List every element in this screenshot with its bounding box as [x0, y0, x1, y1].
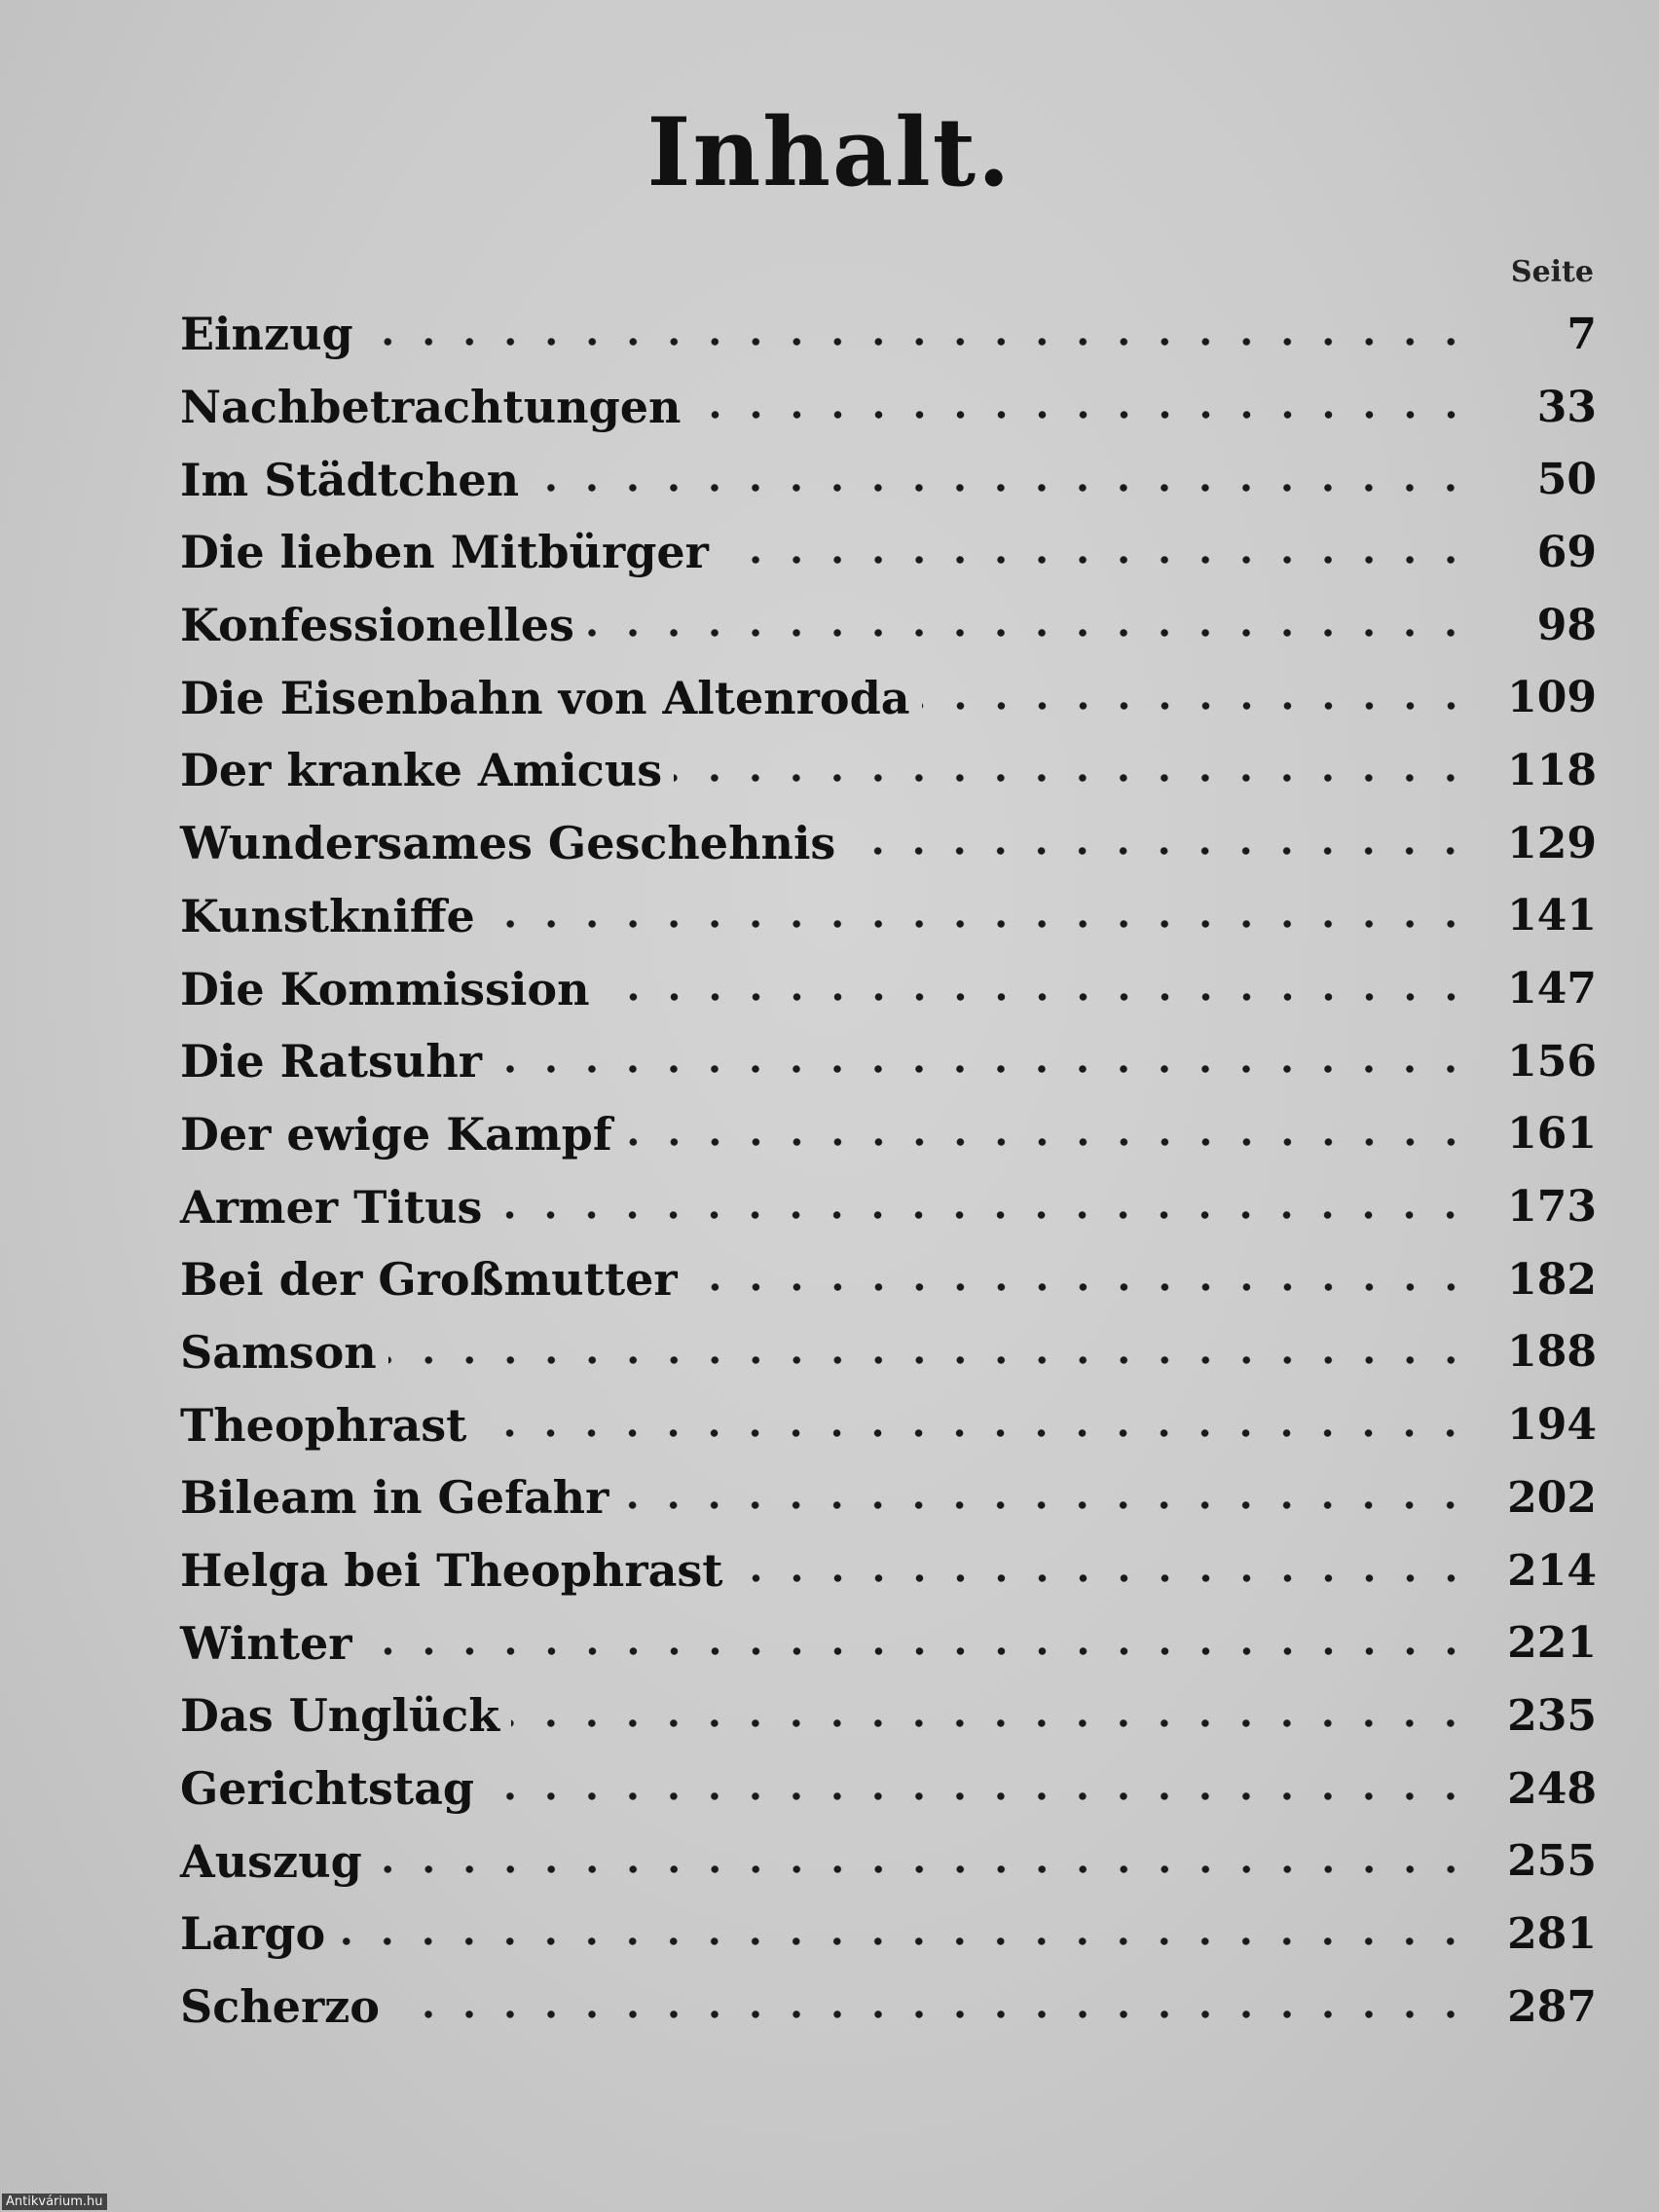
dot-leader [486, 1774, 1471, 1819]
toc-entry-title: Das Unglück [180, 1689, 500, 1743]
dot-leader [693, 392, 1472, 437]
toc-entry-page-number: 287 [1507, 1981, 1597, 2032]
toc-entry-page-number: 69 [1536, 527, 1597, 577]
dot-leader [531, 465, 1471, 510]
toc-entry-page-number: 173 [1507, 1182, 1597, 1233]
toc-entry-title: Einzug [180, 308, 353, 361]
toc-entry-title: Die lieben Mitbürger [180, 526, 709, 579]
toc-entry [180, 1679, 1597, 1752]
toc-entry [180, 661, 1597, 734]
dot-leader [602, 975, 1471, 1019]
toc-entry [180, 952, 1597, 1025]
watermark: Antikvárium.hu [2, 2194, 107, 2210]
toc-entry-page-number: 281 [1507, 1908, 1597, 1959]
toc-entry-title: Konfessionelles [180, 599, 574, 652]
toc-entry-page-number: 235 [1507, 1690, 1597, 1741]
toc-entry-title: Nachbetrachtungen [180, 381, 682, 434]
toc-entry-page-number: 7 [1567, 309, 1597, 359]
dot-leader [586, 610, 1471, 655]
toc-entry [180, 734, 1597, 807]
toc-entry [180, 1752, 1597, 1825]
table-of-contents [180, 298, 1597, 2044]
toc-entry-page-number: 141 [1507, 891, 1597, 941]
toc-entry [180, 1898, 1597, 1971]
toc-entry [180, 443, 1597, 516]
toc-entry-page-number: 194 [1507, 1400, 1597, 1451]
toc-entry-page-number: 161 [1507, 1109, 1597, 1160]
toc-entry-page-number: 248 [1507, 1763, 1597, 1814]
toc-entry [180, 1461, 1597, 1534]
dot-leader [922, 683, 1471, 728]
toc-entry [180, 1606, 1597, 1679]
toc-entry [180, 1316, 1597, 1389]
toc-entry-title: Bei der Großmutter [180, 1253, 678, 1307]
toc-entry [180, 1170, 1597, 1243]
toc-entry [180, 1243, 1597, 1316]
toc-entry [180, 371, 1597, 444]
dot-leader [478, 1411, 1471, 1456]
dot-leader [720, 537, 1471, 582]
dot-leader [620, 1483, 1471, 1528]
toc-entry-title: Armer Titus [180, 1180, 483, 1234]
toc-entry-page-number: 255 [1507, 1836, 1597, 1887]
toc-entry-page-number: 182 [1507, 1254, 1597, 1305]
toc-entry-title: Wundersames Geschehnis [180, 817, 836, 870]
toc-entry-page-number: 129 [1507, 818, 1597, 868]
toc-entry-page-number: 214 [1507, 1545, 1597, 1596]
toc-entry-page-number: 33 [1536, 382, 1597, 432]
page-title: Inhalt. [646, 97, 1013, 207]
toc-entry [180, 1025, 1597, 1098]
dot-leader [511, 1701, 1471, 1746]
toc-entry-title: Der ewige Kampf [180, 1107, 612, 1161]
toc-entry [180, 1825, 1597, 1898]
toc-entry [180, 516, 1597, 589]
toc-entry [180, 1971, 1597, 2044]
toc-entry-page-number: 156 [1507, 1036, 1597, 1087]
dot-leader [364, 1629, 1471, 1674]
toc-entry [180, 807, 1597, 880]
toc-entry-title: Der kranke Amicus [180, 744, 663, 797]
toc-entry-title: Die Ratsuhr [180, 1035, 483, 1088]
toc-entry-page-number: 188 [1507, 1327, 1597, 1378]
toc-entry-page-number: 221 [1507, 1618, 1597, 1669]
toc-entry-title: Gerichtstag [180, 1762, 475, 1816]
dot-leader [391, 1992, 1471, 2037]
toc-entry-title: Die Eisenbahn von Altenroda [180, 671, 910, 724]
toc-entry-page-number: 109 [1507, 673, 1597, 723]
toc-entry-title: Winter [180, 1616, 352, 1670]
dot-leader [374, 1847, 1471, 1892]
toc-entry-title: Helga bei Theophrast [180, 1544, 723, 1598]
toc-entry-page-number: 118 [1507, 745, 1597, 795]
toc-entry-title: Im Städtchen [180, 453, 520, 506]
toc-entry-title: Samson [180, 1325, 377, 1379]
toc-entry [180, 298, 1597, 371]
toc-entry [180, 880, 1597, 953]
dot-leader [674, 756, 1471, 800]
toc-entry-title: Largo [180, 1907, 326, 1961]
toc-entry-title: Scherzo [180, 1980, 380, 2034]
toc-entry [180, 1534, 1597, 1607]
toc-entry-page-number: 50 [1536, 455, 1597, 505]
dot-leader [735, 1556, 1471, 1601]
toc-entry-page-number: 202 [1507, 1472, 1597, 1523]
toc-entry [180, 589, 1597, 662]
dot-leader [487, 902, 1471, 946]
page-column-label: Seite [1510, 255, 1594, 289]
toc-entry-title: Theophrast [180, 1398, 467, 1452]
dot-leader [624, 1120, 1471, 1164]
toc-entry [180, 1388, 1597, 1461]
toc-entry-title: Bileam in Gefahr [180, 1471, 609, 1525]
dot-leader [847, 829, 1471, 873]
dot-leader [337, 1919, 1471, 1964]
toc-entry-title: Die Kommission [180, 962, 590, 1015]
dot-leader [494, 1193, 1471, 1237]
toc-entry [180, 1098, 1597, 1171]
toc-entry-page-number: 98 [1536, 600, 1597, 650]
toc-entry-title: Auszug [180, 1834, 362, 1888]
dot-leader [365, 319, 1471, 364]
dot-leader [494, 1047, 1471, 1091]
dot-leader [689, 1265, 1471, 1309]
toc-entry-page-number: 147 [1507, 964, 1597, 1014]
toc-entry-title: Kunstkniffe [180, 889, 475, 942]
dot-leader [388, 1338, 1471, 1382]
